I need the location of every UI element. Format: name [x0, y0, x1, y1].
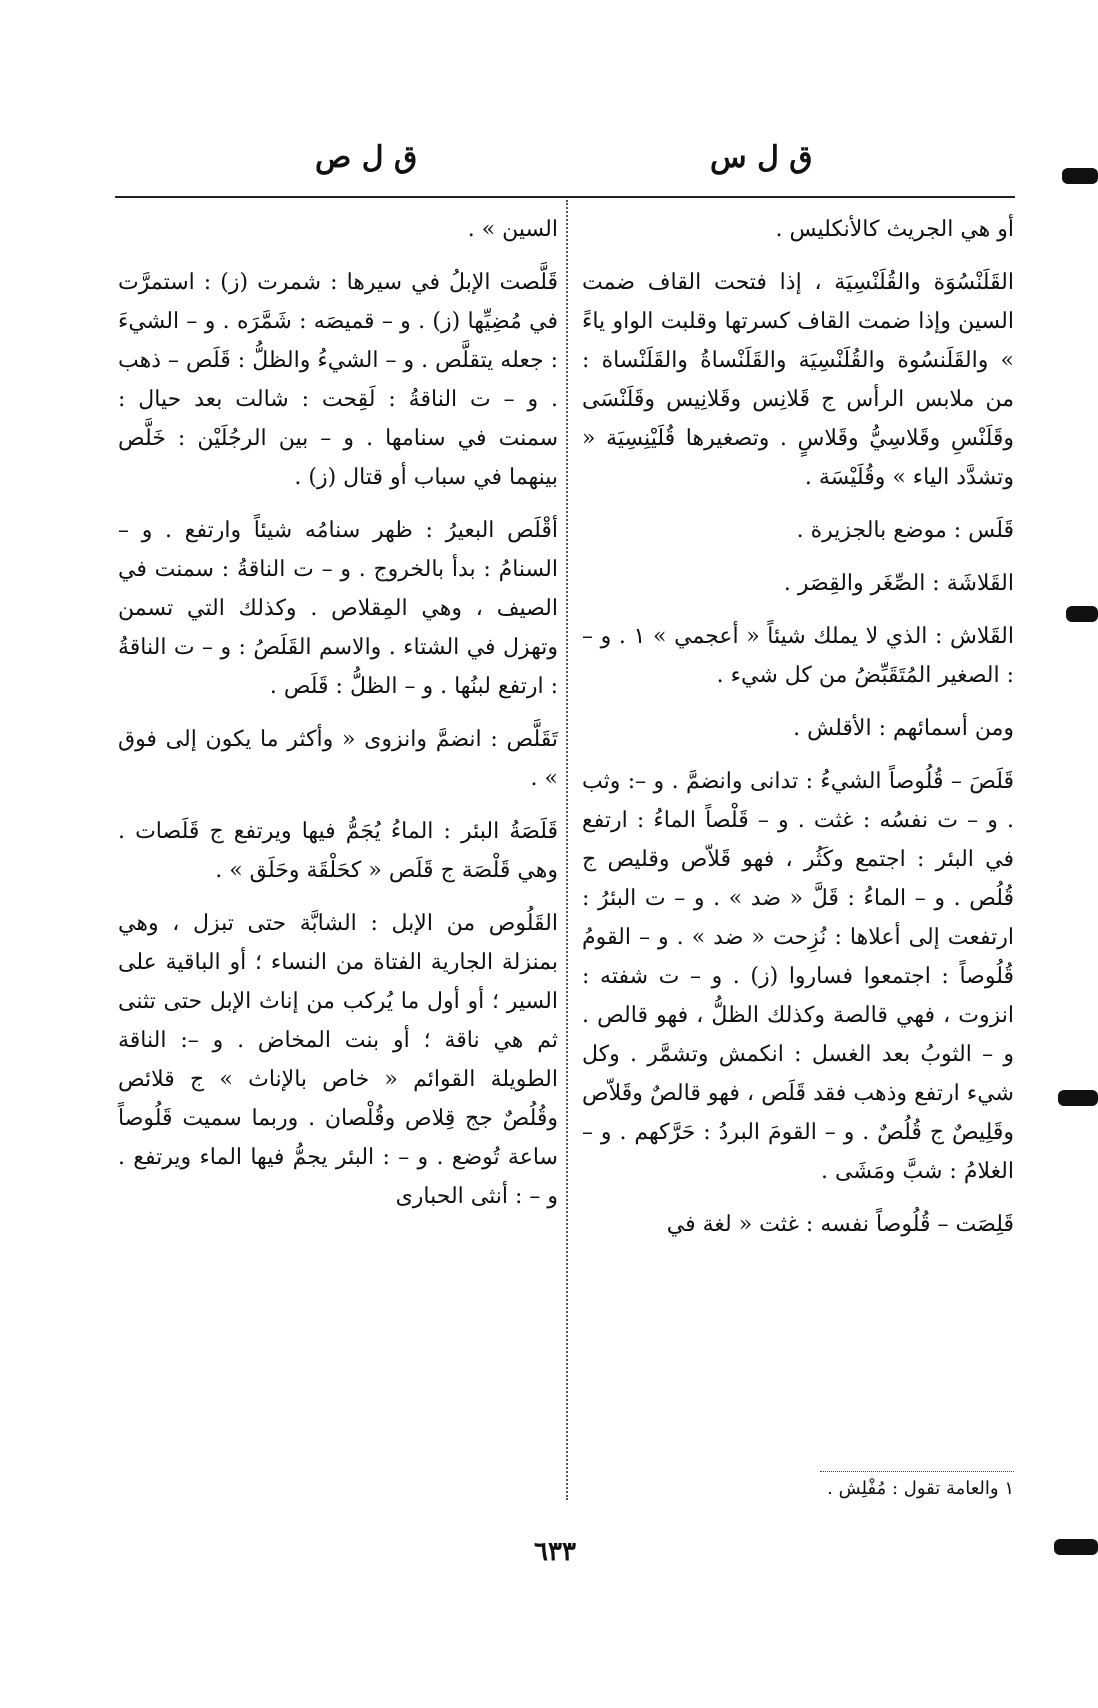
- entry: القَلَنْسُوَة والقُلَنْسِيَة ، إذا فتحت القاف ضمت السين وإذا ضمت القاف كسرتها وقلبت الواو ياءً » والقَلَنسُوة والقُلَنْسِيَة والقَلَنْساةُ والقَلَنْساة : من ملابس الرأس ج قَلانِس وقَلانِيس وقَلَنْسَى وقَلَنْسِ وقَلاسِيُّ وقَلاسٍ . وتصغيرها قُلَيْنِسِيَة « وتشدَّد الياء » وقُلَيْسَة .: [582, 270, 1014, 490]
- entry: تَقَلَّص : انضمَّ وانزوى « وأكثر ما يكون إلى فوق » .: [118, 727, 558, 791]
- entry: قَلَصَةُ البئر : الماءُ يُجَمُّ فيها ويرتفع ج قَلَصات . وهي قَلْصَة ج قَلَص « كحَلْقَة وحَلَق » .: [118, 819, 558, 883]
- entry: أقْلَص البعيرُ : ظهر سنامُه شيئاً وارتفع . و – السنامُ : بدأ بالخروج . و – ت الناقةُ : سمنت في الصيف ، وهي المِقلاص . وكذلك التي تسمن وتهزل في الشتاء . والاسم القَلَصُ : و – ت الناقةُ : ارتفع لبنُها . و – الظلُّ : قَلَص .: [118, 518, 558, 699]
- header-rule: [115, 196, 1015, 198]
- running-head-right: ق ل س: [710, 140, 813, 175]
- entry: قَلَّصت الإبلُ في سيرها : شمرت (ز) : استمرَّت في مُضِيِّها (ز) . و – قميصَه : شَمَّرَه . و – الشيءَ : جعله يتقلَّص . و – الشيءُ والظلُّ : قَلَص – ذهب . و – ت الناقةُ : لَقِحت : شالت بعد حيال : سمنت في سنامها . و – بين الرجُلَيْن : خَلَّص بينهما في سباب أو قتال (ز) .: [118, 270, 558, 490]
- entry: أو هي الجريث كالأنكليس .: [775, 217, 1014, 242]
- footnote: ١ والعامة تقول : مُفْلِش .: [827, 1478, 1014, 1499]
- scan-edge-mark: [1066, 606, 1098, 622]
- entry: قَلَصَ – قُلُوصاً الشيءُ : تدانى وانضمَّ . و –: وثب . و – ت نفسُه : غثت . و – قَلْصاً الماءُ : ارتفع في البئر : اجتمع وكَثُر ، فهو قَلاّص وقليص ج قُلُص . و – الماءُ : قَلَّ « ضد » . و – ت البئرُ : ارتفعت إلى أعلاها : نُزِحت « ضد » . و – القومُ قُلُوصاً : اجتمعوا فساروا (ز) . و – ت شفته : انزوت ، فهي قالصة وكذلك الظلُّ ، فهو قالص . و – الثوبُ بعد الغسل : انكمش وتشمَّر . وكل شيء ارتفع وذهب فقد قَلَص ، فهو قالصٌ وقَلاّص وقَلِيصٌ ج قُلُصٌ . و – القومَ البردُ : حَرَّكهم . و – الغلامُ : شبَّ ومَشَى .: [582, 769, 1014, 1184]
- footnote-rule: [820, 1471, 1014, 1472]
- entry: قَلَس : موضع بالجزيرة .: [796, 518, 1014, 543]
- scan-edge-mark: [1062, 168, 1098, 184]
- entry: القَلاش : الذي لا يملك شيئاً « أعجمي » ١ . و – : الصغير المُتَقَبِّضُ من كل شيء .: [582, 624, 1014, 688]
- entry: القَلُوص من الإبل : الشابَّة حتى تبزل ، وهي بمنزلة الجارية الفتاة من النساء ؛ أو الباقية على السير ؛ أو أول ما يُركب من إناث الإبل حتى تثنى ثم هي ناقة ؛ أو بنت المخاض . و –: الناقة الطويلة القوائم « خاص بالإناث » ج قلائص وقُلُصٌ جج قِلاص وقُلْصان . وربما سميت قَلُوصاً ساعة تُوضع . و – : البئر يجمُّ فيها الماء ويرتفع . و – : أنثى الحبارى: [118, 911, 558, 1209]
- entry: السين » .: [467, 217, 558, 242]
- entry: قَلِصَت – قُلُوصاً نفسه : غثت « لغة في: [666, 1212, 1014, 1237]
- page-number: ٦٣٣: [534, 1537, 576, 1567]
- right-column: [582, 210, 1014, 1258]
- left-column: [118, 210, 558, 1230]
- scan-edge-mark: [1054, 1539, 1098, 1555]
- entry: ومن أسمائهم : الأقلش .: [793, 716, 1014, 741]
- entry: القَلاشَة : الصِّغَر والقِصَر .: [783, 571, 1014, 596]
- running-head-left: ق ل ص: [315, 140, 418, 175]
- scan-edge-mark: [1058, 1090, 1098, 1106]
- column-divider: [566, 200, 568, 1500]
